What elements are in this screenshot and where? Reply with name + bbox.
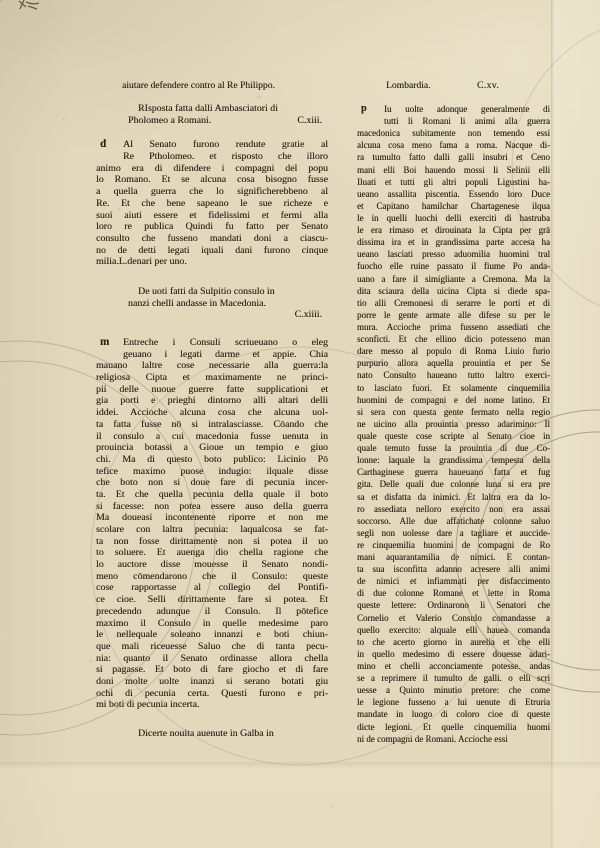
text-line: ro assediata nelloro exercito non era assai	[357, 503, 550, 514]
paragraph-initial: d	[100, 138, 107, 151]
text-line: no de detti legati iquali dani furono cinque	[96, 244, 328, 256]
paragraph	[357, 103, 550, 745]
text-line: ueano lasciati presso aduomilia huomini tral	[357, 249, 550, 260]
text-line: Iluati et tutti gli altri populi Ligustini ha-	[357, 176, 550, 187]
text-line: Pholomeo a Romani. C.xiii.	[128, 114, 322, 126]
text-line: mauano laltre cose necessarie alla guerra:la	[96, 360, 328, 372]
text-line: quale queste cose scripte al Senato cioe in	[357, 430, 550, 441]
text-line: to soluere. Et auenga dio chella ragione che	[96, 547, 328, 559]
text-line: Re Ptholomeo. et risposto che illoro	[123, 151, 328, 163]
text-line: ra tumulto fatto dalli galli insubri et Ceno	[357, 152, 550, 163]
paper-speckles	[0, 0, 2, 2]
text-line: segli non uolesse dare a tagliare et auccide-	[357, 527, 550, 538]
text-line: a quella guerra che lo significherebbeno al	[96, 186, 328, 198]
text-line: quello exercito: alquale elli hauea comanda	[357, 624, 550, 635]
text-line: huomini de compagni e del nome latino. Et	[357, 394, 550, 405]
chapter-ref: C.xiii.	[297, 114, 322, 126]
text-line: le nellequale soleano innanzi e boti chiun-	[96, 629, 328, 641]
running-header-folio: C.xv.	[477, 80, 500, 91]
section-heading	[96, 286, 328, 321]
text-line: de nimici et infiammati per disfaccimento	[357, 576, 550, 587]
text-line: mi boti di pecunia incerta.	[96, 699, 200, 711]
text-line: che boto non si doue fare di pecunia incer-	[96, 477, 328, 489]
text-line: RIsposta fatta dalli Ambasciatori di	[138, 103, 278, 114]
text-line: sa et disfatta da inimici. Et laltra era da lo-	[357, 491, 550, 502]
ink-mark	[0, 0, 60, 20]
text-line: nia: quanto il Senato ordinasse allora chella	[96, 652, 328, 664]
text-line: le in quelli luochi delli exerciti di hastruba	[357, 212, 550, 223]
text-line: iddei. Accioche alcuna cosa che alcuna uol-	[96, 407, 328, 419]
right-text-column	[357, 103, 550, 745]
text-line: in quello medesimo di essere douesse adari-	[357, 648, 550, 659]
text-line: mani aquarantamilia de nimici. E contan-	[357, 552, 550, 563]
text-line: ueano assallita piscentia. Essendo loro Duce	[357, 188, 550, 199]
text-line: scolare con laltra pecunia: laqualcosa se fat-	[96, 524, 328, 535]
text-line: milia.L.denari per uno.	[96, 256, 187, 268]
text-line: Entreche i Consuli scriueuano o eleg	[123, 337, 328, 348]
text-line: le era rimaso et dirouinata la Cipta per grā	[357, 225, 550, 236]
text-line: Iu uolte adonque generalmente di	[384, 104, 550, 114]
running-header	[0, 79, 600, 93]
paragraph-initial: m	[100, 336, 110, 348]
section-heading	[96, 728, 328, 740]
text-line: doni molte uolte inanzi si serano botati giu	[96, 675, 328, 687]
text-line: macedonica subitamente non temendo essi	[357, 128, 550, 139]
text-line: tefice maximo puose indugio: ilquale disse	[96, 465, 328, 477]
text-line: purpurio allora aquella prouintia et per Se	[357, 358, 550, 369]
text-line: maximo il Consulo in quelle medesime paro	[96, 617, 328, 629]
left-text-column	[96, 103, 328, 740]
text-line: suoi aiuti essere et fidelissimi et fermi alla	[96, 209, 328, 221]
text-line: fuocho elle ruine passato il fiume Po anda-	[357, 261, 550, 272]
text-line: precedendo adunque il Consulo. Il pōtefice	[96, 605, 328, 617]
text-line: se a reprimere il tumulto de galli. o elli scri	[357, 673, 550, 684]
text-line: ochi di pecunia certa. Questi furono e pri-	[96, 687, 328, 699]
paragraph-initial: p	[361, 103, 367, 114]
text-line: Al Senato furono rendute gratie al	[123, 139, 328, 151]
text-line: chi. Ma di questo boto publico: Licinio Pō	[96, 453, 328, 465]
text-line: Cornelio et Valerio Consulo comandasse a	[357, 612, 550, 623]
text-line: nanzi chelli andasse in Macedonia.	[128, 297, 266, 309]
text-line: uesse a Quinto minutio pretore: che come	[357, 685, 550, 696]
text-line: soccorso. Alle due affatichate colonne saluo	[357, 515, 550, 526]
text-line: lo Romano. Et se alcuna cosa bisogno fusse	[96, 174, 328, 186]
text-line: quale temuto fusse la prouintia di due Co-	[357, 443, 550, 454]
text-line: re cinquemilia huomini de compagni de Ro	[357, 539, 550, 550]
paragraph	[96, 139, 328, 268]
text-line: ni de compagni de Romani. Accioche essi	[357, 733, 508, 744]
text-line: gita. Delle quali due colonne luna si era pre	[357, 479, 550, 490]
text-line: mino et chelli acconciamente potesse. andas	[357, 661, 550, 672]
text-line: prouincia botassi a Gioue un tempio e giuo	[96, 442, 328, 454]
text-line: Dicerte nouita auenute in Galba in	[138, 728, 274, 739]
text-line: De uoti fatti da Sulpitio consulo in	[138, 285, 275, 297]
paragraph	[96, 337, 328, 711]
text-line: si sera con questa gente fermato nella regio	[357, 406, 550, 417]
text-line: dare messo al populo di Roma Liuio furio	[357, 346, 550, 357]
text-line: to che acerto giorno in aurelia et che elli	[357, 636, 550, 647]
text-line: mandate in luogo di coloro cioe di queste	[357, 709, 550, 720]
text-line: mura. Accioche prima fusseno assediati che	[357, 321, 550, 332]
text-line: ta fatta fusse nō si intralasciasse. Cōando che	[96, 418, 328, 430]
text-line: Ma doueasi incontenente riporre et non me	[96, 512, 328, 524]
section-heading	[96, 103, 328, 126]
text-line: lonne: laquale la grandissima tempesta della	[357, 455, 550, 466]
text-line: cose rapportasse al collegio del Pontifi-	[96, 582, 328, 594]
text-line: queste lettere: Ordinarono li Senatori che	[357, 600, 550, 611]
text-line: ta. Et che quella pecunia della quale il boto	[96, 488, 328, 500]
text-line: ce cioe. Selli dirittamente fare si potea. Et	[96, 594, 328, 606]
text-line: di due colonne Romane et lette in Roma	[357, 588, 550, 599]
text-line: dita sciaura della uicina Cipta si diede spa-	[357, 285, 550, 296]
text-line: que mali riceuesse Saluo che di tanta pecu-	[96, 640, 328, 652]
text-line: sconficti. Et che ellino dicio potesseno man	[357, 334, 550, 345]
text-line: uano a fare il simigliante a Cremona. Ma la	[357, 273, 550, 284]
page-right-edge	[551, 0, 600, 848]
text-line: ne uicino alla prouintia presso adarimino: Il	[357, 418, 550, 429]
text-line: meno cōmendarono che il Consulo: queste	[96, 570, 328, 582]
text-line: animo era di difendere i compagni del popu	[96, 162, 328, 174]
text-line: lo auctore disse mouesse il Senato nondi-	[96, 559, 328, 571]
text-line: Carthaginese guerra haueuano fatta et fug	[357, 467, 550, 478]
text-line: si pagasse. Et boto di fare giocho et di fare	[96, 664, 328, 676]
text-line: il consulo a cui macedonia fusse uenuta in	[96, 430, 328, 442]
running-header-title: Lombardia.	[386, 80, 431, 91]
text-line: mani elli Boi hauendo mossi li Selinii elli	[357, 164, 550, 175]
text-line: geuano i legati darme et appie. Chia	[123, 348, 328, 360]
text-line: le legione fusseno a lui uenute di Etruria	[357, 697, 550, 708]
text-line: gia porti e prieghi dintorno alli altari delli	[96, 395, 328, 407]
text-line: nato Consulto haueano tutto laltro exerci-	[357, 370, 550, 381]
text-line: ta sua isconfitta adanno acresere alli animi	[357, 564, 550, 575]
text-line: Re. Et che bene sapeano le sue richeze e	[96, 197, 328, 209]
text-line: loro re publica Quindi fu fatto per Senato	[96, 221, 328, 233]
text-line: dissima ira et in grandissima parte accesa ha	[357, 237, 550, 248]
text-line: et Capitano hamilchar Chartagenese ilqua	[357, 200, 550, 211]
running-header-left: aiutare defendere contro al Re Philippo.	[122, 80, 275, 91]
text-line: porre le gente armate alle difese su per le	[357, 309, 550, 320]
page-bottom-edge	[0, 762, 600, 848]
text-line: dicte legioni. Et quelle cinquemilia huomi	[357, 721, 550, 732]
text-line: pii delle nuoue guerre fatte supplicationi et	[96, 383, 328, 395]
text-line: alcuna cosa meno fama a roma. Nacque di-	[357, 140, 550, 151]
text-line: tutti li Romani li animi alla guerra	[384, 116, 550, 127]
text-line: to lasciato fuori. Et solamente cinquemilia	[357, 382, 550, 393]
text-line: religiosa Cipta et maximamente ne princi-	[96, 372, 328, 384]
text-line: consulto che fusseno mandati doni a ciascu-	[96, 232, 328, 244]
text-line: si facesse: non potea essere auso della guerra	[96, 500, 328, 512]
text-line: tio alli Cremonesi di serarre le porti et di	[357, 297, 550, 308]
text-line: ta non fosse dirittamente non si potea il uo	[96, 535, 328, 547]
chapter-ref: C.xiiii.	[294, 309, 322, 321]
